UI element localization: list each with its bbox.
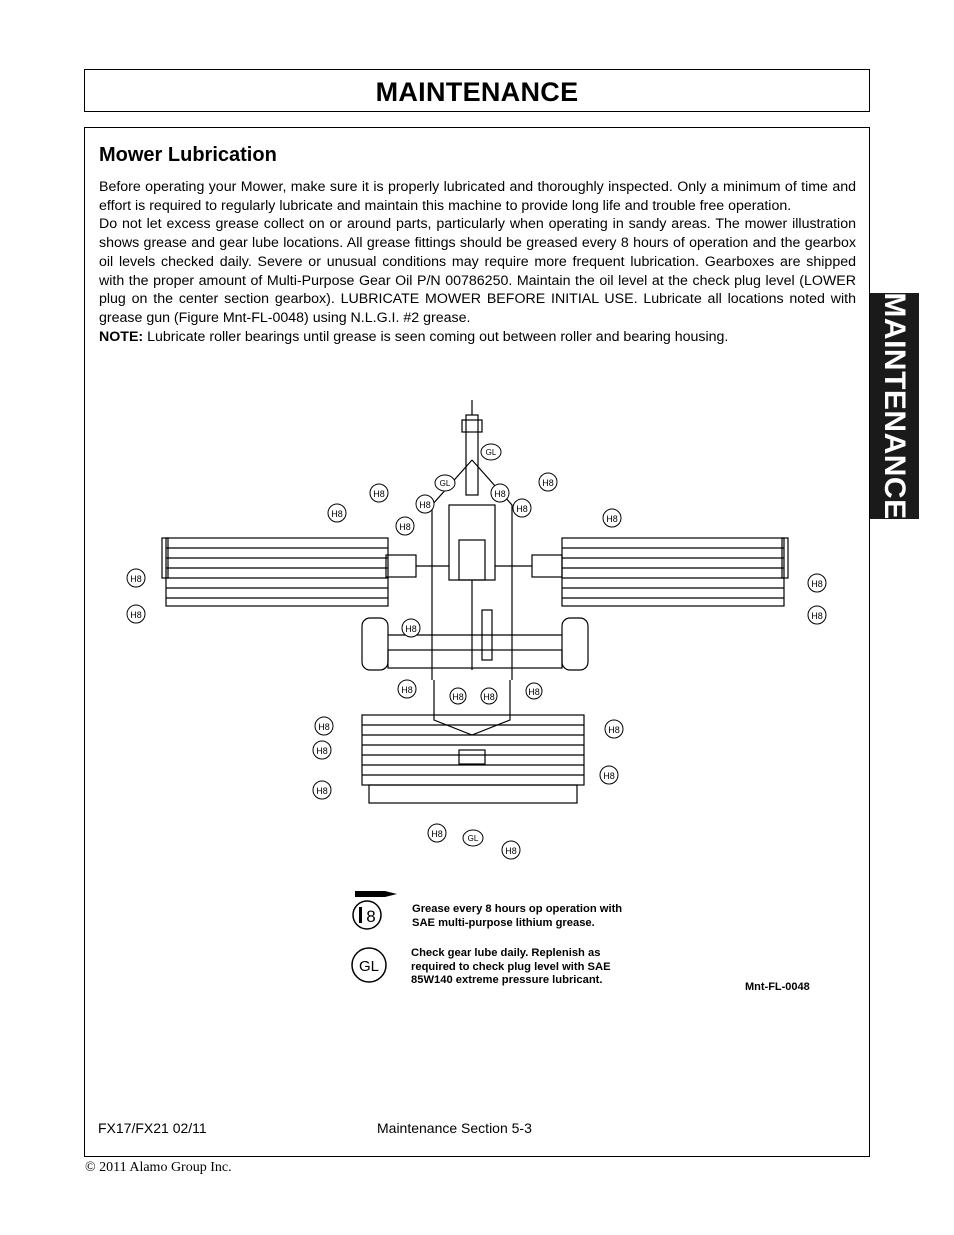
gear-lube-legend-icon — [352, 948, 386, 982]
grease-point-icon — [328, 504, 346, 522]
svg-text:H8: H8 — [452, 692, 464, 702]
svg-text:H8: H8 — [606, 514, 618, 524]
svg-text:8: 8 — [366, 907, 376, 926]
grease-point-icon — [600, 766, 618, 784]
svg-text:H8: H8 — [130, 610, 142, 620]
legend-grease-text: Grease every 8 hours op operation with SAE multi-purpose lithium grease. — [412, 903, 623, 929]
grease-point-icon — [127, 569, 145, 587]
section-title: Mower Lubrication — [99, 144, 277, 166]
svg-text:H8: H8 — [316, 746, 328, 756]
gear-lube-markers — [435, 444, 501, 846]
note-text: Lubricate roller bearings until grease is seen coming out between roller and bearing housing. — [143, 328, 729, 345]
gear-lube-icon — [463, 830, 483, 846]
svg-text:H8: H8 — [528, 687, 540, 697]
body-text — [99, 178, 856, 346]
svg-text:GL: GL — [485, 448, 497, 457]
side-section-tab-label: MAINTENANCE — [878, 292, 911, 520]
grease-point-icon — [398, 680, 416, 698]
svg-text:H8: H8 — [419, 500, 431, 510]
grease-point-icon — [416, 495, 434, 513]
legend-icons — [345, 885, 405, 995]
grease-point-icon — [502, 841, 520, 859]
svg-text:H8: H8 — [399, 522, 411, 532]
svg-text:H8: H8 — [130, 574, 142, 584]
svg-text:H8: H8 — [811, 611, 823, 621]
side-section-tab — [869, 293, 919, 519]
grease-point-icon — [370, 484, 388, 502]
grease-gun-icon — [353, 891, 397, 929]
note-label: NOTE: — [99, 328, 144, 345]
grease-point-icon — [808, 574, 826, 592]
svg-text:GL: GL — [358, 958, 380, 975]
grease-point-icon — [808, 606, 826, 624]
grease-point-icon — [402, 619, 420, 637]
footer-model: FX17/FX21 02/11 — [98, 1120, 207, 1136]
grease-point-icon — [450, 688, 466, 704]
svg-text:H8: H8 — [603, 771, 615, 781]
mower-outline — [162, 400, 788, 803]
paragraph-intro: Before operating your Mower, make sure it is properly lubricated and thoroughly inspected. Only a minimum of time and effort is required to regularly lubricate and maintain this machine to provide long life and trouble free operation. — [99, 179, 856, 214]
grease-point-icon — [605, 720, 623, 738]
grease-point-icon — [491, 484, 509, 502]
svg-text:GL: GL — [467, 834, 479, 843]
grease-point-icon — [481, 688, 497, 704]
svg-text:H8: H8 — [494, 489, 506, 499]
paragraph-note — [99, 328, 856, 347]
grease-point-icon — [526, 683, 542, 699]
grease-point-markers — [127, 473, 826, 859]
copyright: © 2011 Alamo Group Inc. — [85, 1160, 232, 1175]
svg-text:H8: H8 — [405, 624, 417, 634]
svg-text:H8: H8 — [431, 829, 443, 839]
figure-id: Mnt-FL-0048 — [745, 981, 810, 993]
grease-point-icon — [313, 741, 331, 759]
grease-point-icon — [127, 605, 145, 623]
svg-text:H8: H8 — [608, 725, 620, 735]
mower-lubrication-diagram — [84, 380, 823, 860]
gear-lube-icon — [435, 475, 455, 491]
svg-text:H8: H8 — [373, 489, 385, 499]
grease-point-icon — [313, 781, 331, 799]
footer-section: Maintenance Section 5-3 — [377, 1120, 532, 1136]
page-header-title: MAINTENANCE — [375, 77, 579, 107]
grease-point-icon — [315, 717, 333, 735]
paragraph-grease: Do not let excess grease collect on or around parts, particularly when operating in sandy areas. The mower illustration shows grease and gear lube locations. All grease fittings should be greased every 8 hours of operation and the gearbox oil levels checked daily. Severe or unusual conditions may require more frequent lubrication. Gearboxes are shipped with the proper amount of Multi-Purpose Gear Oil P/N 00786250. Maintain the oil level at the check plug level (LOWER plug on the center section gearbox). LUBRICATE MOWER BEFORE INITIAL USE. Lubricate all locations noted with grease gun (Figure Mnt-FL-0048) using N.L.G.I. #2 grease. — [99, 216, 856, 326]
grease-point-icon — [396, 517, 414, 535]
grease-point-icon — [428, 824, 446, 842]
legend-gear-lube-text: Check gear lube daily. Replenish as required to check plug level with SAE 85W140 extreme pressure lubricant. — [411, 947, 611, 986]
svg-text:GL: GL — [439, 479, 451, 488]
grease-point-icon — [603, 509, 621, 527]
gear-lube-icon — [481, 444, 501, 460]
svg-text:H8: H8 — [516, 504, 528, 514]
svg-text:H8: H8 — [483, 692, 495, 702]
svg-text:H8: H8 — [316, 786, 328, 796]
svg-text:H8: H8 — [811, 579, 823, 589]
svg-text:H8: H8 — [505, 846, 517, 856]
page-header — [84, 69, 870, 112]
svg-text:H8: H8 — [542, 478, 554, 488]
svg-text:H8: H8 — [331, 509, 343, 519]
svg-text:H8: H8 — [318, 722, 330, 732]
grease-point-icon — [539, 473, 557, 491]
grease-point-icon — [513, 499, 531, 517]
svg-text:H8: H8 — [401, 685, 413, 695]
